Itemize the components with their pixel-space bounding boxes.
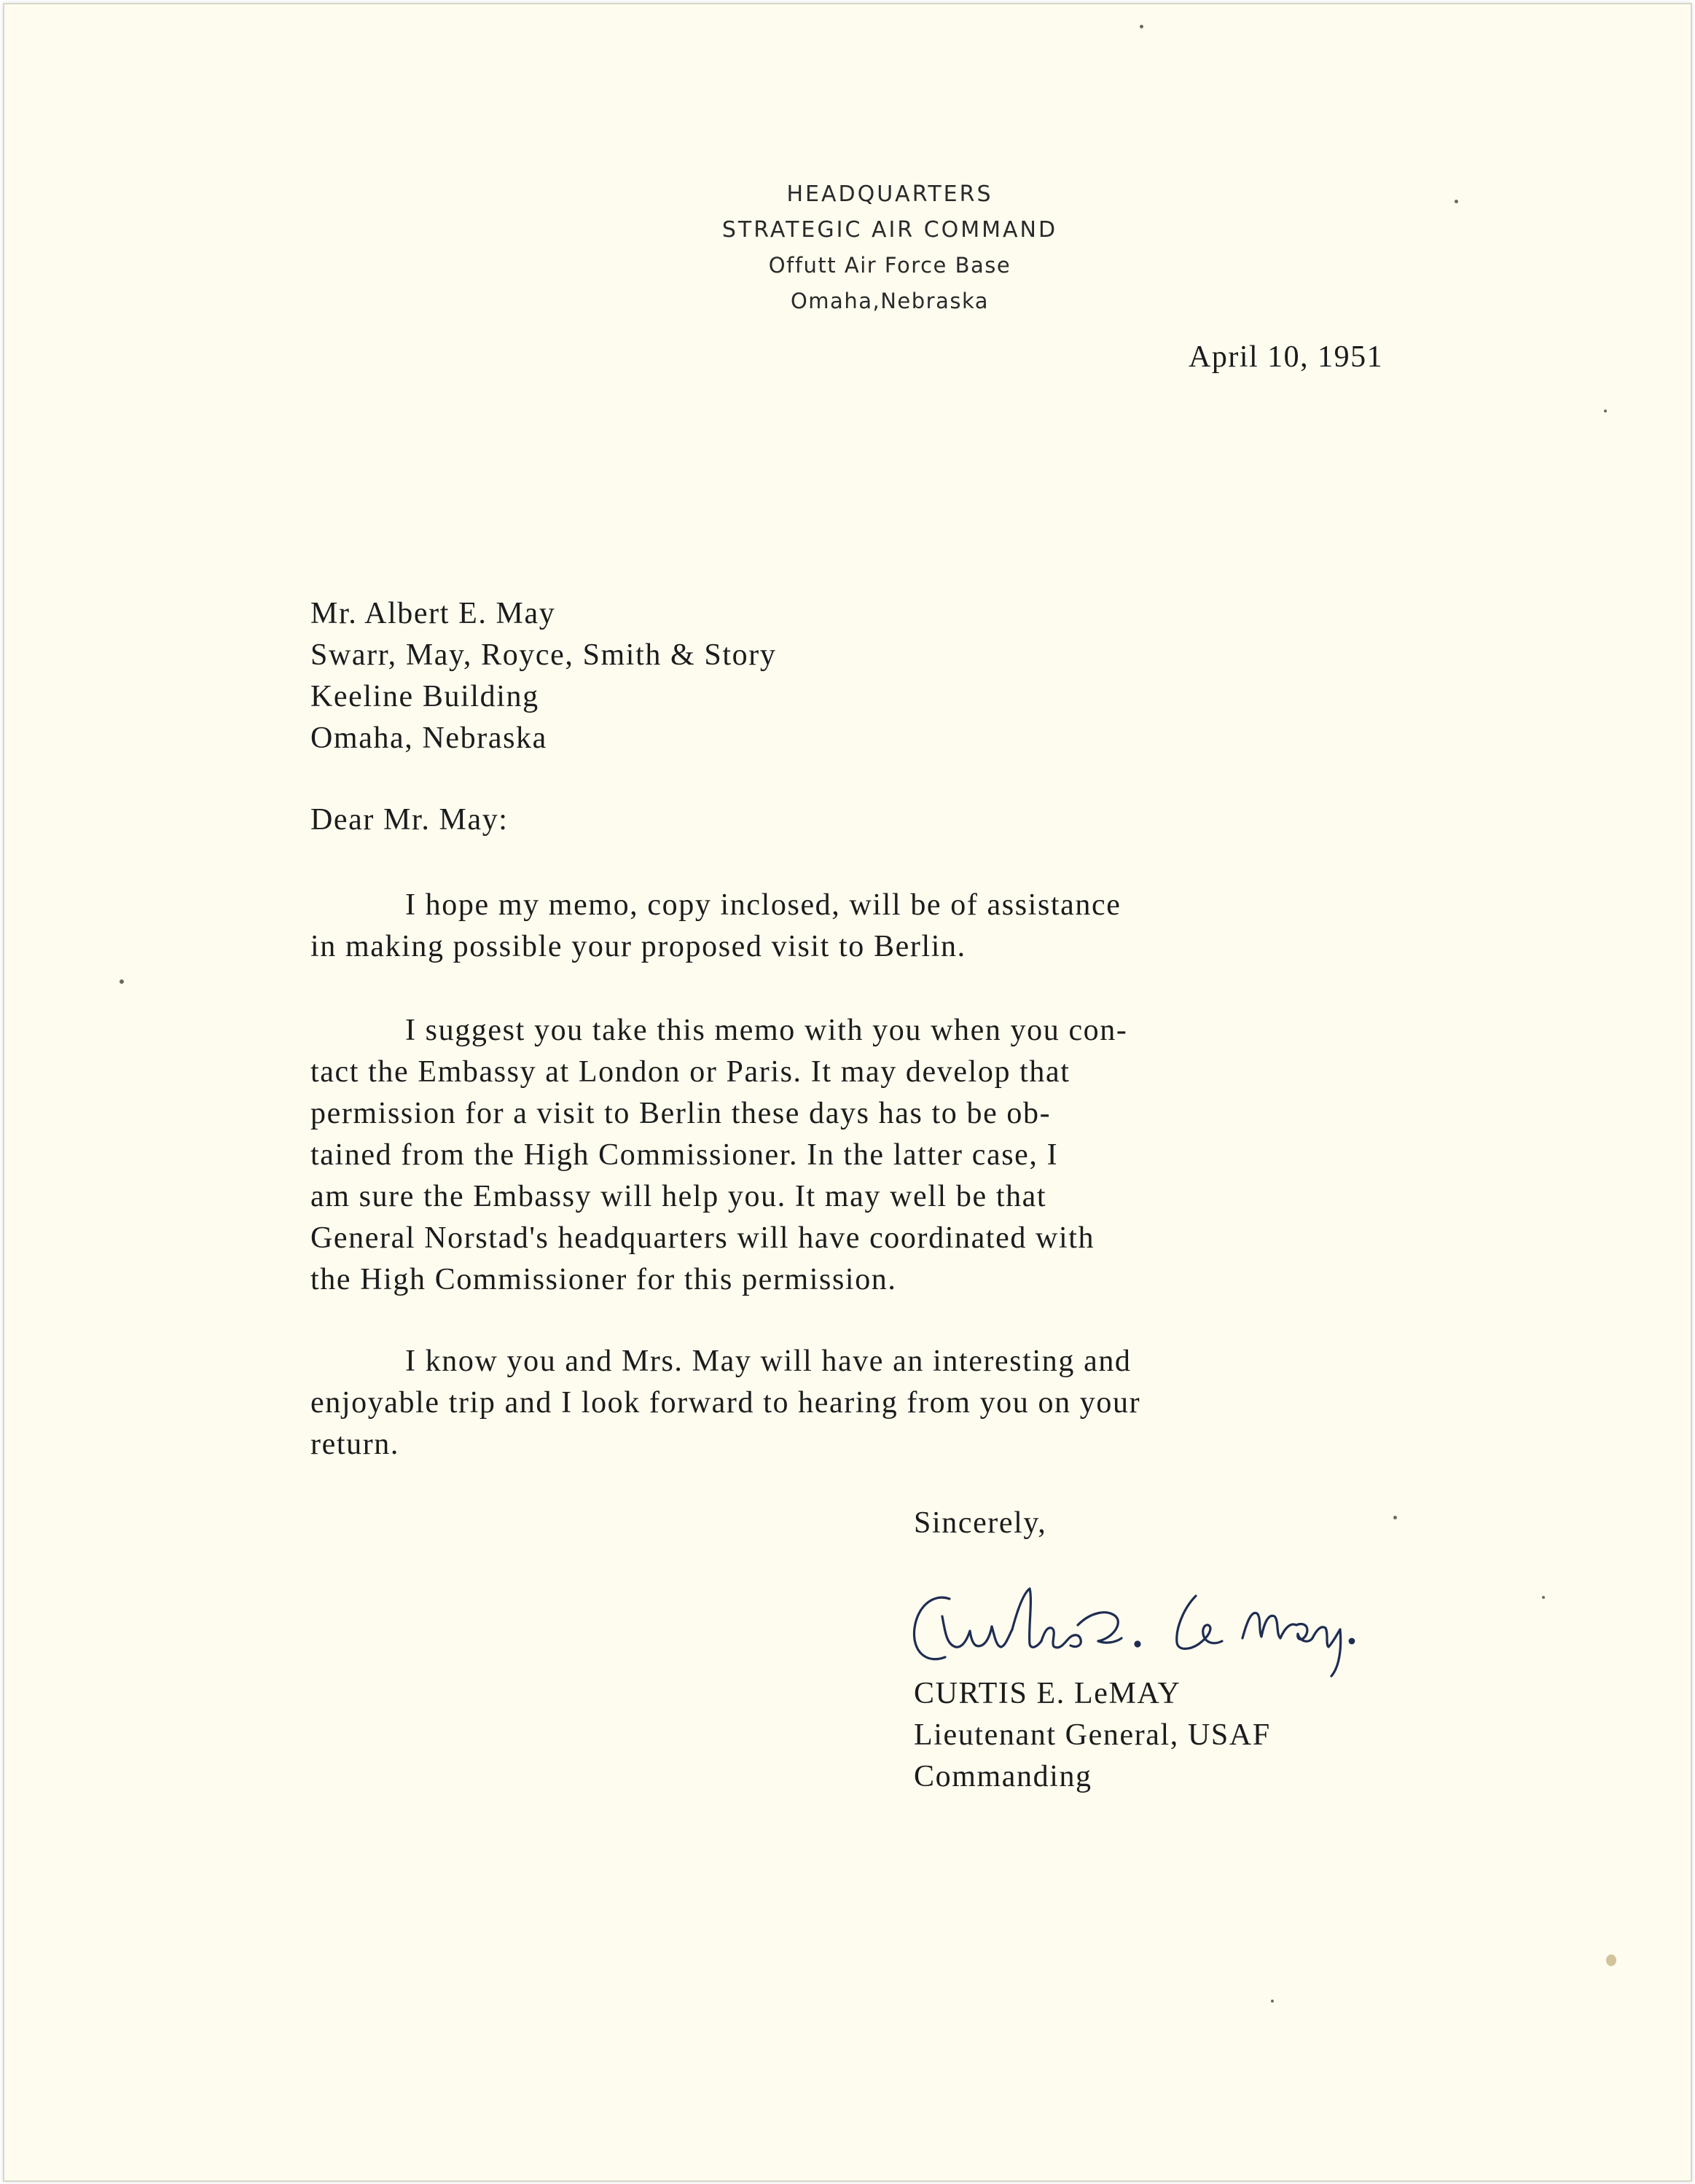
paper-speck: [1455, 200, 1458, 203]
paragraph-line: permission for a visit to Berlin these days has to be ob-: [310, 1097, 1052, 1130]
recipient-address: [310, 593, 776, 759]
paper-speck: [120, 979, 124, 984]
paper-speck: [1271, 2000, 1274, 2003]
paragraph-line: I know you and Mrs. May will have an interesting and: [405, 1345, 1132, 1378]
paragraph-line: General Norstad's headquarters will have coordinated with: [310, 1221, 1095, 1255]
letter-date: April 10, 1951: [1189, 340, 1384, 374]
salutation: Dear Mr. May:: [310, 803, 509, 837]
closing: Sincerely,: [914, 1506, 1047, 1540]
address-line: Keeline Building: [310, 680, 539, 713]
paragraph-line: am sure the Embassy will help you. It may well be that: [310, 1180, 1047, 1213]
body-paragraph: [310, 1341, 1140, 1465]
letterhead-line: Offutt Air Force Base: [768, 253, 1011, 278]
letter-page: [3, 3, 1692, 2182]
letterhead-line: STRATEGIC AIR COMMAND: [721, 217, 1058, 243]
paragraph-line: in making possible your proposed visit to Berlin.: [310, 930, 966, 963]
paragraph-line: enjoyable trip and I look forward to hearing from you on your: [310, 1386, 1141, 1420]
letterhead-line: HEADQUARTERS: [786, 181, 993, 207]
paper-stain: [1606, 1954, 1616, 1966]
paragraph-line: tact the Embassy at London or Paris. It may develop that: [310, 1055, 1070, 1089]
address-line: Omaha, Nebraska: [310, 721, 547, 755]
paragraph-line: the High Commissioner for this permission.: [310, 1263, 897, 1296]
address-line: Mr. Albert E. May: [310, 597, 556, 630]
paper-speck: [1542, 1596, 1545, 1599]
letterhead: [514, 176, 1265, 319]
paper-speck: [1140, 25, 1143, 28]
signer-role: Commanding: [914, 1760, 1092, 1793]
paragraph-line: I hope my memo, copy inclosed, will be of assistance: [405, 888, 1121, 922]
body-paragraph: [310, 1010, 1127, 1301]
paper-speck: [1393, 1516, 1397, 1519]
paragraph-line: I suggest you take this memo with you when you con-: [405, 1014, 1128, 1047]
paragraph-line: return.: [310, 1428, 399, 1461]
paragraph-line: tained from the High Commissioner. In the latter case, I: [310, 1138, 1059, 1172]
signer-name: CURTIS E. LeMAY: [914, 1677, 1181, 1710]
handwritten-signature: [904, 1571, 1371, 1680]
signer-block: [914, 1673, 1271, 1798]
body-paragraph: [310, 885, 1121, 968]
letterhead-line: Omaha,Nebraska: [790, 289, 990, 313]
paper-speck: [1604, 410, 1607, 412]
address-line: Swarr, May, Royce, Smith & Story: [310, 638, 777, 672]
signer-title: Lieutenant General, USAF: [914, 1718, 1271, 1752]
